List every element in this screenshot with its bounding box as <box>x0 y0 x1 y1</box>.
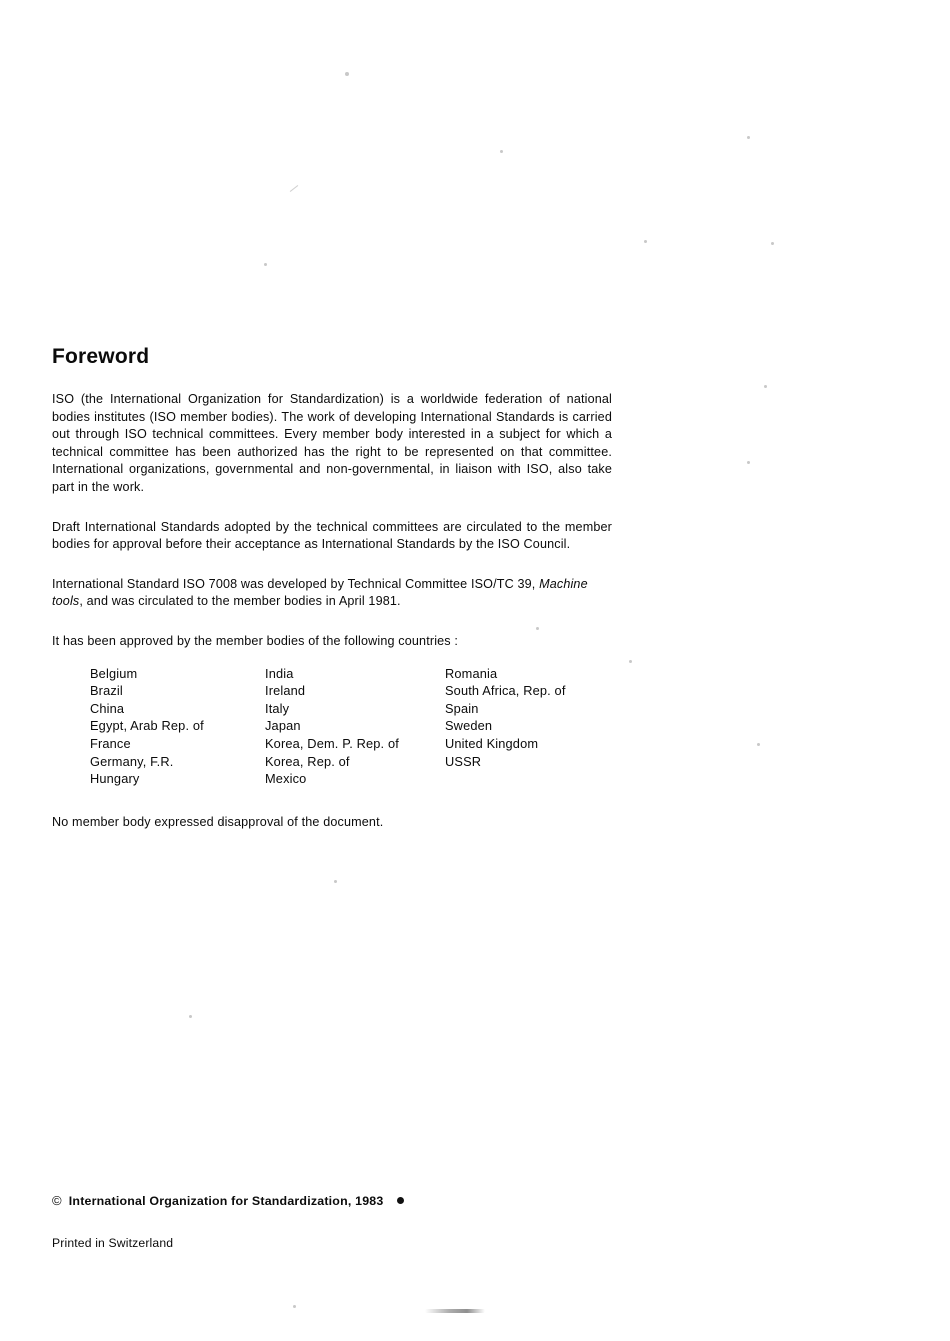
country-item: Sweden <box>445 718 493 734</box>
country-item: United Kingdom <box>445 735 539 751</box>
scan-speck <box>334 880 337 883</box>
country-item: South Africa, Rep. of <box>445 683 566 699</box>
scan-speck <box>644 240 647 243</box>
printed-in-text: Printed in Switzerland <box>52 1236 174 1250</box>
paragraph-approval-line: It has been approved by the member bodies of the following countries : <box>52 633 459 648</box>
country-item: USSR <box>445 753 482 769</box>
scan-hairline <box>290 185 298 192</box>
country-item: Korea, Rep. of <box>265 753 350 769</box>
page-footer <box>52 1193 752 1250</box>
scan-speck <box>264 263 267 266</box>
country-item: Hungary <box>90 771 140 787</box>
country-column-3 <box>445 665 610 788</box>
country-item: Romania <box>445 665 498 681</box>
approving-countries-list <box>52 665 610 788</box>
country-column-2 <box>265 665 445 788</box>
scan-speck <box>293 1305 296 1308</box>
scan-speck <box>771 242 774 245</box>
country-item: France <box>90 735 131 751</box>
country-column-1 <box>90 665 265 788</box>
scan-speck <box>747 136 750 139</box>
country-item: Brazil <box>90 683 123 699</box>
country-item: India <box>265 665 294 681</box>
paragraph-standard-origin <box>52 576 612 611</box>
country-item: Belgium <box>90 665 138 681</box>
standard-origin-after: , and was circulated to the member bodies in April 1981. <box>79 594 401 609</box>
scan-speck <box>747 461 750 464</box>
country-item: Italy <box>265 700 290 716</box>
scan-speck <box>345 72 349 76</box>
bullet-icon <box>397 1197 404 1204</box>
paragraph-draft-standards: Draft International Standards adopted by the technical committees are circulated to the member bodies for approval before their acceptance as International Standards by the ISO Council. <box>52 519 612 552</box>
country-item: Spain <box>445 700 479 716</box>
country-item: Germany, F.R. <box>90 753 174 769</box>
paragraph-iso-description: ISO (the International Organization for Standardization) is a worldwide federation of national bodies institutes (ISO member bodies). The work of developing International Standards is carried out through ISO technical committees. Every member body interested in a subject for which a technical committee has been authorized has the right to be represented on that committee. International organizations, governmental and non-governmental, in liaison with ISO, also take part in the work. <box>52 392 612 494</box>
standard-origin-italic-title: Machine tools <box>52 576 588 609</box>
standard-origin-before: International Standard ISO 7008 was developed by Technical Committee ISO/TC 39, <box>52 576 540 591</box>
page-title: Foreword <box>52 345 150 368</box>
country-item: Ireland <box>265 683 306 699</box>
country-item: Japan <box>265 718 301 734</box>
country-item: Egypt, Arab Rep. of <box>90 718 204 734</box>
scan-speck <box>500 150 503 153</box>
copyright-line <box>52 1193 752 1208</box>
scan-smudge <box>425 1309 485 1313</box>
paragraph-disapproval-line: No member body expressed disapproval of the document. <box>52 814 384 829</box>
copyright-icon: © <box>52 1193 62 1208</box>
foreword-content <box>52 345 612 853</box>
copyright-text: International Organization for Standardization, 1983 <box>68 1193 384 1208</box>
country-item: Mexico <box>265 771 307 787</box>
scan-speck <box>764 385 767 388</box>
scan-speck <box>757 743 760 746</box>
scan-speck <box>189 1015 192 1018</box>
country-item: China <box>90 700 125 716</box>
country-item: Korea, Dem. P. Rep. of <box>265 735 399 751</box>
scan-speck <box>629 660 632 663</box>
